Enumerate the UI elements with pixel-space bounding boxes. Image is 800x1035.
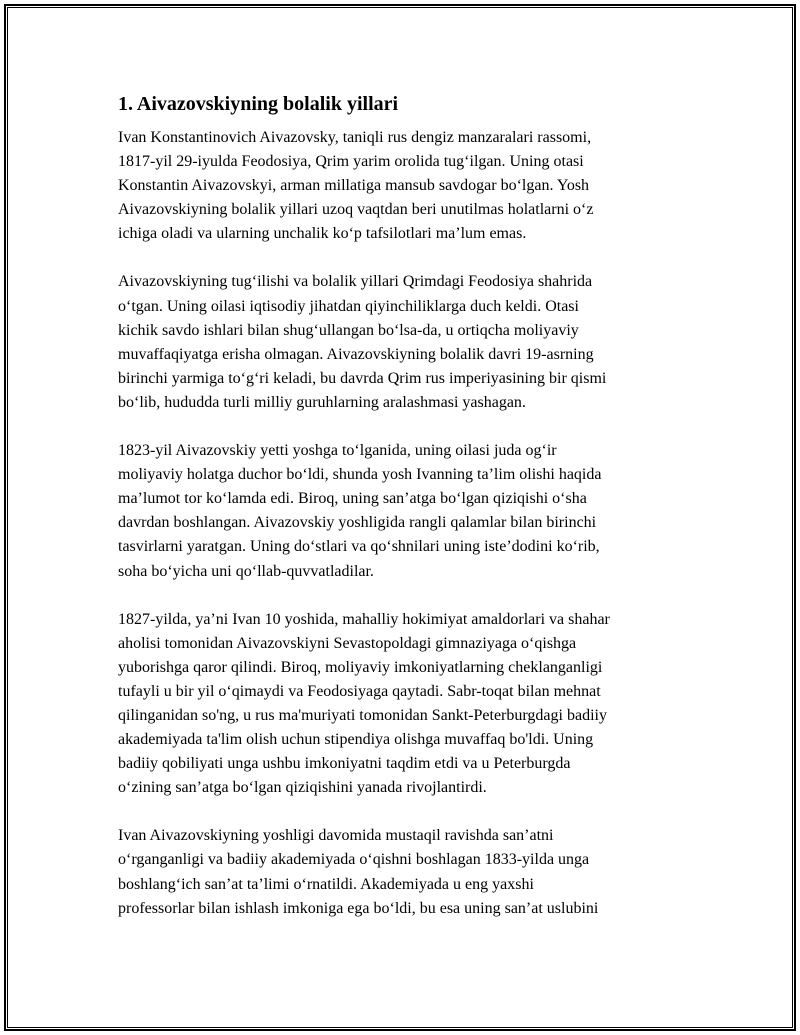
text-line: ichiga oladi va ularning unchalik ko‘p tafsilotlari ma’lum emas. [118, 225, 527, 243]
text-line: ma’lumot tor ko‘lamda edi. Biroq, uning san’atga bo‘lgan qiziqishi o‘sha [118, 490, 587, 508]
text-line: aholisi tomonidan Aivazovskiyni Sevastopoldagi gimnaziyaga o‘qishga [118, 634, 577, 652]
text-line: professorlar bilan ishlash imkoniga ega bo‘ldi, bu esa uning san’at uslubini [118, 899, 599, 917]
text-line: soha bo‘yicha uni qo‘llab-quvvatladilar. [118, 562, 374, 580]
text-line: Aivazovskiyning tug‘ilishi va bolalik yillari Qrimdagi Feodosiya shahrida [118, 273, 593, 291]
paragraph-5 [118, 824, 698, 920]
text-line: kichik savdo ishlari bilan shug‘ullangan bo‘lsa-da, u ortiqcha moliyaviy [118, 321, 579, 339]
text-line: tufayli u bir yil o‘qimaydi va Feodosiyaga qaytadi. Sabr-toqat bilan mehnat [118, 682, 601, 700]
section-heading: 1. Aivazovskiyning bolalik yillari [118, 93, 399, 115]
text-line: tasvirlarni yaratgan. Uning do‘stlari va qo‘shnilari uning iste’dodini ko‘rib, [118, 538, 600, 556]
paragraph-4 [118, 608, 698, 801]
text-line: Aivazovskiyning bolalik yillari uzoq vaqtdan beri unutilmas holatlarni o‘z [118, 201, 594, 219]
text-line: birinchi yarmiga to‘g‘ri keladi, bu davrda Qrim rus imperiyasining bir qismi [118, 369, 607, 387]
text-line: o‘tgan. Uning oilasi iqtisodiy jihatdan qiyinchiliklarga duch keldi. Otasi [118, 297, 579, 315]
text-line: yuborishga qaror qilindi. Biroq, moliyaviy imkoniyatlarning cheklanganligi [118, 658, 603, 676]
text-line: Ivan Konstantinovich Aivazovsky, taniqli rus dengiz manzaralari rassomi, [118, 129, 592, 146]
text-line: qilinganidan so'ng, u rus ma'muriyati tomonidan Sankt-Peterburgdagi badiiy [118, 706, 607, 724]
paragraph-3 [118, 439, 698, 584]
paragraph-2 [118, 270, 698, 415]
text-line: bo‘lib, hududda turli milliy guruhlarning aralashmasi yashagan. [118, 393, 526, 411]
text-line: o‘zining san’atga bo‘lgan qiziqishini yanada rivojlantirdi. [118, 779, 487, 797]
text-line: boshlang‘ich san’at ta’limi o‘rnatildi. Akademiyada u eng yaxshi [118, 875, 534, 893]
text-line: moliyaviy holatga duchor bo‘ldi, shunda yosh Ivanning ta’lim olishi haqida [118, 466, 602, 484]
text-line: muvaffaqiyatga erisha olmagan. Aivazovskiyning bolalik davri 19-asrning [118, 345, 594, 363]
text-line: o‘rganganligi va badiiy akademiyada o‘qishni boshlagan 1833-yilda unga [118, 851, 590, 869]
text-line: 1827-yilda, ya’ni Ivan 10 yoshida, mahalliy hokimiyat amaldorlari va shahar [118, 610, 610, 628]
text-line: akademiyada ta'lim olish uchun stipendiya olishga muvaffaq bo'ldi. Uning [118, 731, 594, 749]
text-line: 1823-yil Aivazovskiy yetti yoshga to‘lganida, uning oilasi juda og‘ir [118, 442, 557, 460]
text-line: Ivan Aivazovskiyning yoshligi davomida mustaqil ravishda san’atni [118, 827, 554, 845]
text-line: davrdan boshlangan. Aivazovskiy yoshligida rangli qalamlar bilan birinchi [118, 514, 597, 532]
document-body [118, 90, 698, 945]
paragraph-1 [118, 126, 698, 246]
text-line: Konstantin Aivazovskyi, arman millatiga mansub savdogar bo‘lgan. Yosh [118, 177, 590, 195]
text-line: 1817-yil 29-iyulda Feodosiya, Qrim yarim orolida tug‘ilgan. Uning otasi [118, 153, 584, 171]
text-line: badiiy qobiliyati unga ushbu imkoniyatni taqdim etdi va u Peterburgda [118, 755, 571, 773]
